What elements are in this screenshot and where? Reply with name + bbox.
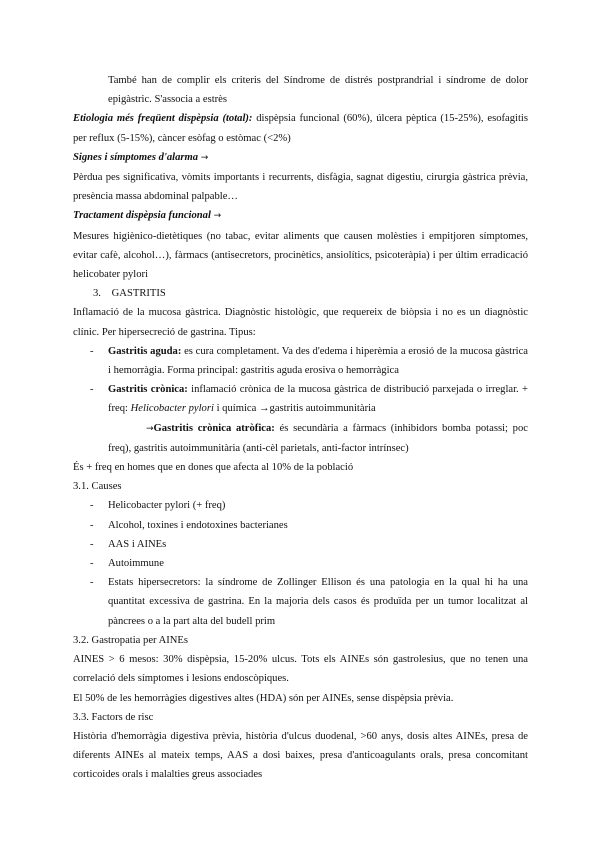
dash-bullet: - [90, 558, 94, 570]
type-label: Gastritis aguda: [108, 345, 182, 357]
factors-heading: 3.3. Factors de risc [73, 711, 154, 723]
dash-bullet: - [90, 577, 94, 589]
document-content [73, 71, 528, 785]
factors-text: Història d'hemorràgia digestiva prèvia, història d'ulcus duodenal, >60 anys, dosis altes AINEs, presa de diferents AINEs al mateix temps, AAS a dosi baixes, presa d'anticoagulants orals, presa concomitant corticoides orals i malalties greus associades [73, 730, 528, 781]
dash-bullet: - [90, 519, 94, 531]
gastropatia-text: AINES > 6 mesos: 30% dispèpsia, 15-20% ulcus. Tots els AINEs són gastrolesius, que no tenen una correlació dels símptomes i lesions endoscòpiques. [73, 654, 528, 685]
list-item: - Estats hipersecretors: la síndrome de Zollinger Ellison és una patologia en la qual hi ha una quantitat excessiva de gastrina. En la majoria dels casos és produïda per un tumor localitzat al pàncrees o a la part alta del budell prim [73, 573, 528, 631]
type-text: inflamació crònica de la mucosa gàstrica de distribució parxejada o irreglar. + freq: [108, 384, 528, 415]
atrofica-paragraph [73, 419, 528, 458]
list-item: - Alcohol, toxines i endotoxines bacterianes [73, 516, 528, 535]
list-item-gastritis-aguda [73, 342, 528, 380]
arrow-icon: → [200, 152, 209, 163]
atrofica-label: Gastritis crònica atròfica: [153, 422, 275, 434]
section-title: GASTRITIS [111, 288, 166, 300]
list-item: - Autoimmune [73, 554, 528, 573]
etiologia-paragraph [73, 109, 528, 147]
dash-bullet: - [90, 538, 94, 550]
causes-heading: 3.1. Causes [73, 481, 122, 493]
gastropatia-hda: El 50% de les hemorràgies digestives altes (HDA) són per AINEs, sense dispèpsia prèvia. [73, 692, 454, 704]
dash-bullet: - [90, 500, 94, 512]
list-item-gastritis-cronica [73, 380, 528, 418]
list-item: - Helicobacter pylori (+ freq) [73, 496, 528, 515]
species-name: Helicobacter pylori [130, 403, 214, 415]
gastritis-heading [73, 284, 528, 303]
type-text-cont: i química →gastritis autoimmunitària [213, 403, 376, 415]
signes-text: Pèrdua pes significativa, vòmits importants i recurrents, disfàgia, sagnat digestiu, cirurgia gàstrica prèvia, presència massa abdominal palpable… [73, 172, 528, 203]
dash-bullet: - [90, 345, 94, 357]
section-number: 3. [93, 288, 101, 300]
etiologia-text: dispèpsia funcional (60%), úlcera pèptica (15-25%), esofagitis per reflux (5-15%), càncer esòfag o estòmac (<2%) [73, 113, 528, 144]
type-label: Gastritis crònica: [108, 384, 188, 396]
tractament-heading: Tractament dispèpsia funcional → [73, 210, 222, 222]
gastropatia-heading: 3.2. Gastropatia per AINEs [73, 634, 189, 646]
list-item: - AAS i AINEs [73, 535, 528, 554]
arrow-icon: → [213, 211, 222, 222]
arrow-icon: → [146, 423, 154, 434]
gastritis-intro: Inflamació de la mucosa gàstrica. Diagnòstic histològic, que requereix de biòpsia i no es un diagnòstic clínic. Per hipersecreció de gastrina. Tipus: [73, 307, 528, 338]
signes-heading: Signes i símptomes d'alarma → [73, 151, 209, 163]
etiologia-label: Etiologia més freqüent dispèpsia (total): [73, 113, 253, 125]
intro-paragraph: També han de complir els criteris del Síndrome de distrés postprandrial i síndrome de dolor epigàstric. S'associa a estrès [108, 75, 528, 106]
type-text: es cura completament. Va des d'edema i hiperèmia a erosió de la mucosa gàstrica i hemorràgia. Forma principal: gastritis aguda erosiva o hemorràgica [108, 345, 528, 377]
tractament-text: Mesures higiènico-dietètiques (no tabac, evitar aliments que causen molèsties i empitjoren símptomes, evitar cafè, alcohol…), fàrmacs (antisecretors, procinètics, ansiolítics, psicoteràpia) i per últim erradicació helicobater pylori [73, 230, 528, 281]
dash-bullet: - [90, 384, 94, 396]
atrofica-text: és secundària a fàrmacs (inhibidors bomba potassi; poc freq), gastritis autoimmunitària (anti-cèl parietals, anti-factor intrínsec) [108, 422, 528, 454]
gastritis-frequency: És + freq en homes que en dones que afecta al 10% de la població [73, 462, 354, 474]
